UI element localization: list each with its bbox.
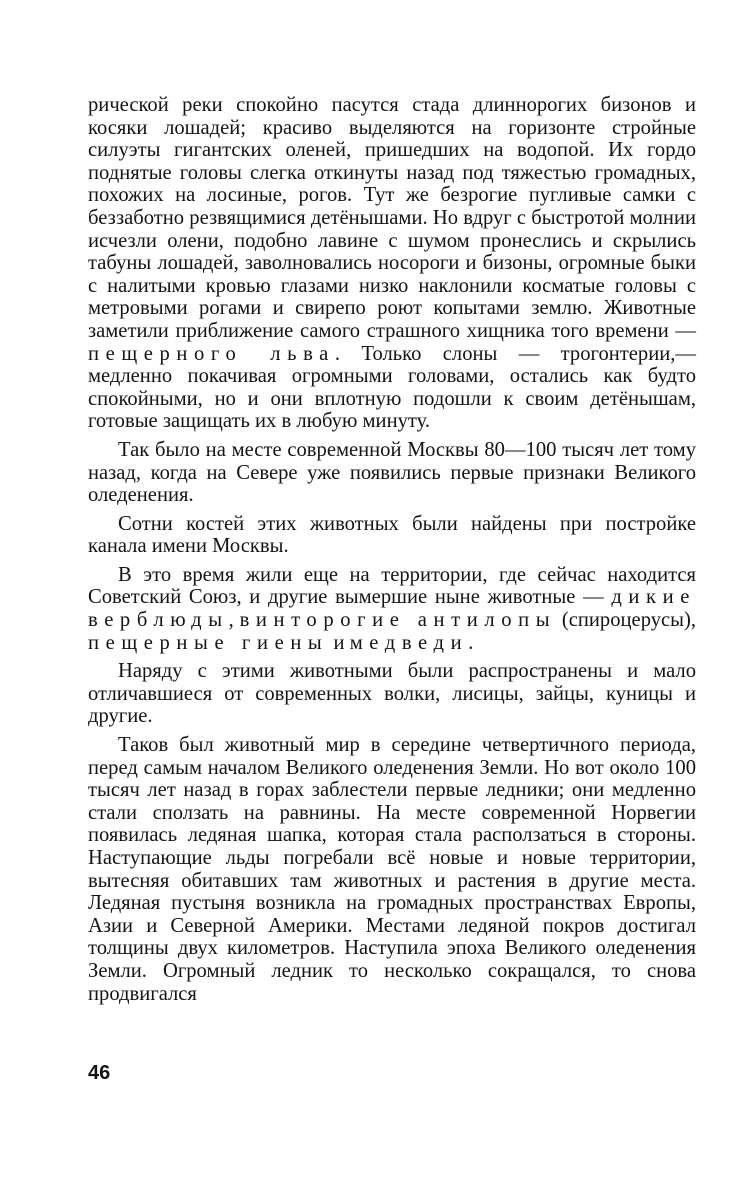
text-run: Таков был животный мир в середине четвертичного периода, перед самым началом Великого оледенения Земли. Но вот около 100 тысяч лет назад в горах заблестели первые ледники; они медленно стали сползать на равнины. На месте современной Норвегии появилась ледяная шапка, которая стала расползаться в стороны. Наступающие льды погребали всё новые и новые территории, вытесняя обитавших там животных и растения в другие места. Ледяная пустыня возникла на громадных пространствах Европы, Азии и Северной Америки. Местами ледяной покров достигал толщины двух километров. Наступила эпоха Великого оледенения Земли. Огромный ледник то несколько сокращался, то снова продвигался	[88, 734, 696, 1005]
text-run: . Только слоны — трогонтерии,— медленно покачивая огромными головами, остались как будто спокойными, но и они вплотную подошли к своим детёнышам, готовые защищать их в любую минуту.	[88, 342, 696, 433]
text-run: .	[468, 631, 474, 654]
emphasized-term: винторогие антилопы	[239, 609, 557, 632]
text-run: Сотни костей этих животных были найдены при постройке канала имени Москвы.	[88, 512, 696, 558]
emphasized-term: пещерного льва	[88, 342, 335, 365]
paragraph	[88, 564, 696, 654]
paragraph	[88, 439, 696, 507]
text-run: (спироцерусы),	[556, 609, 696, 632]
paragraph	[88, 660, 696, 728]
text-run: и	[328, 631, 350, 654]
text-run: Наряду с этими животными были распространены и мало отличавшиеся от современных волки, лисицы, зайцы, куницы и другие.	[88, 660, 696, 728]
emphasized-term: дикие верблюды	[88, 586, 696, 632]
text-run: ,	[228, 609, 240, 632]
body-text	[88, 94, 696, 1011]
text-run: рической реки спокойно пасутся стада длиннорогих бизонов и косяки лошадей; красиво выделяются на горизонте стройные силуэты гигантских оленей, пришедших на водопой. Их гордо поднятые головы слегка откинуты назад под тяжестью громадных, похожих на лосиные, рогов. Тут же безрогие пугливые самки с беззаботно резвящимися детёнышами. Но вдруг с быстротой молнии исчезли олени, подобно лавине с шумом пронеслись и скрылись табуны лошадей, заволновались носороги и бизоны, огромные быки с налитыми кровью глазами низко наклонили косматые головы с метровыми рогами и свирепо роют копытами землю. Животные заметили приближение самого страшного хищника того времени —	[88, 94, 696, 342]
emphasized-term: медведи	[349, 631, 469, 654]
text-run: Так было на месте современной Москвы 80—100 тысяч лет тому назад, когда на Севере уже появились первые признаки Великого оледенения.	[88, 438, 696, 507]
paragraph	[88, 734, 696, 1005]
page-number: 46	[88, 1062, 111, 1084]
text-run: В это время жили еще на территории, где сейчас находится Советский Союз, и другие вымершие ныне животные —	[88, 563, 696, 609]
paragraph-continuation	[88, 94, 696, 433]
emphasized-term: пещерные гиены	[88, 631, 329, 654]
paragraph	[88, 513, 696, 558]
